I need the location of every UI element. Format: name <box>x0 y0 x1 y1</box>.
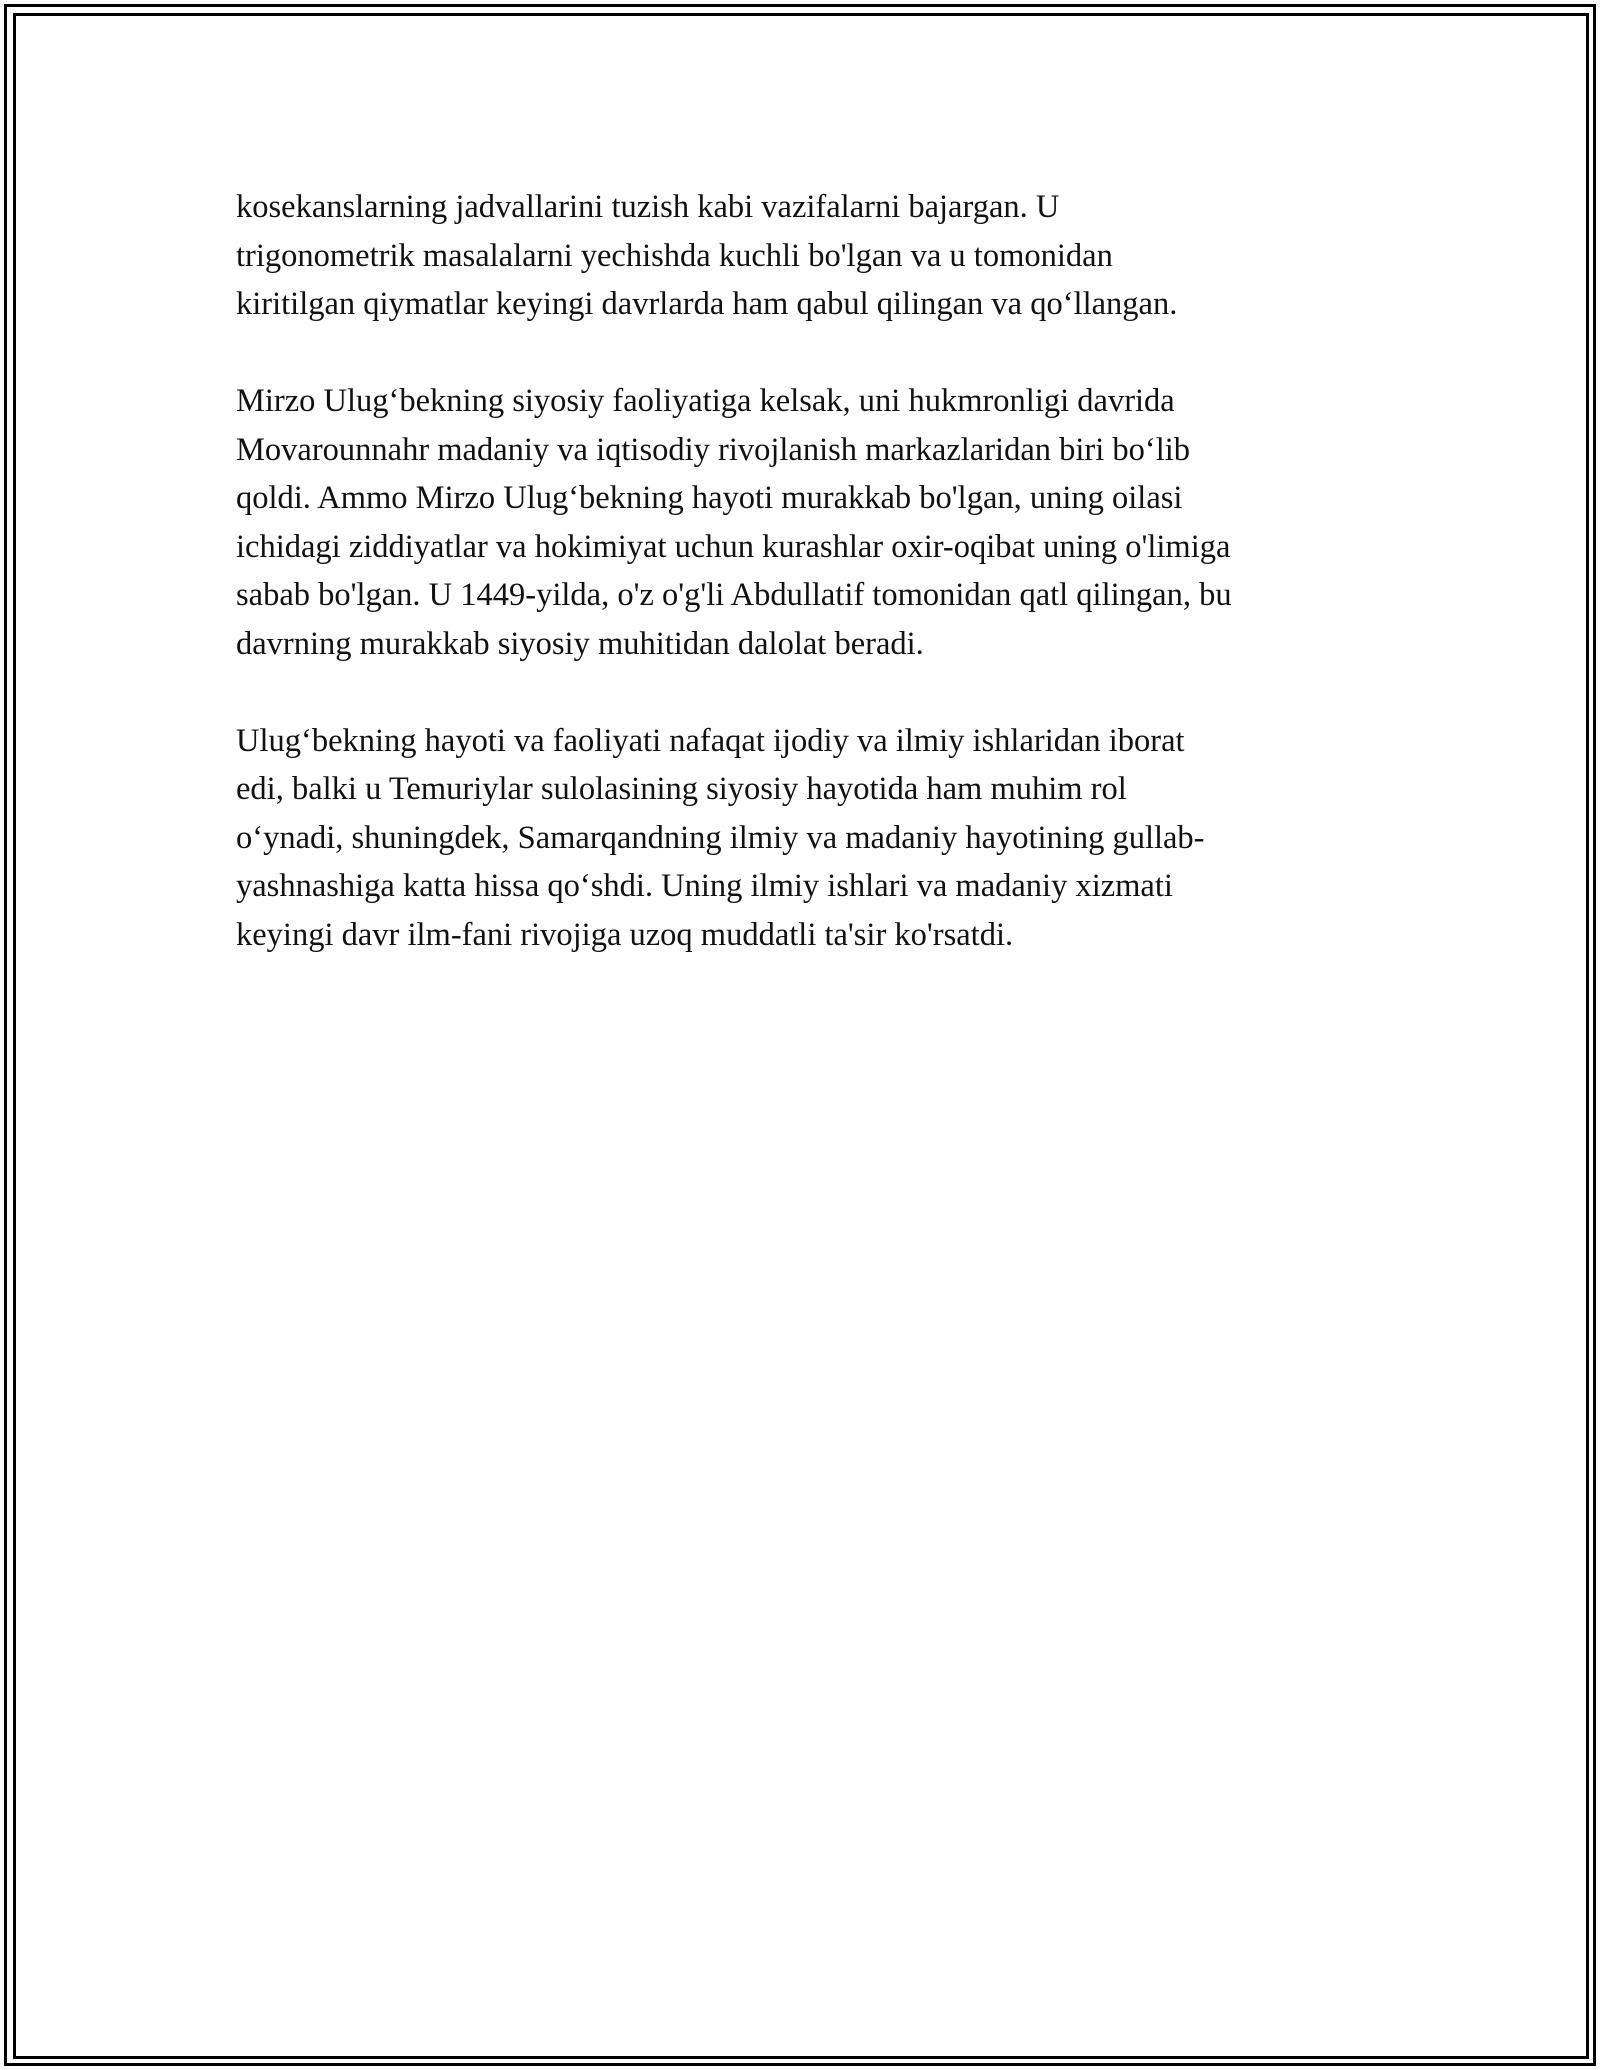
paragraph-political-activity <box>236 377 1366 668</box>
text-line: o‘ynadi, shuningdek, Samarqandning ilmiy va madaniy hayotining gullab- <box>236 819 1205 856</box>
text-line: keyingi davr ilm-fani rivojiga uzoq muddatli ta'sir ko'rsatdi. <box>236 916 1014 953</box>
text-line: yashnashiga katta hissa qo‘shdi. Uning ilmiy ishlari va madaniy xizmati <box>236 868 1173 904</box>
text-line: Mirzo Ulug‘bekning siyosiy faoliyatiga kelsak, uni hukmronligi davrida <box>236 383 1175 419</box>
text-line: trigonometrik masalalarni yechishda kuchli bo'lgan va u tomonidan <box>236 237 1113 274</box>
paragraph-trigonometry <box>236 183 1366 329</box>
text-line: Movarounnahr madaniy va iqtisodiy rivojlanish markazlaridan biri bo‘lib <box>236 431 1191 468</box>
text-line: qoldi. Ammo Mirzo Ulug‘bekning hayoti murakkab bo'lgan, uning oilasi <box>236 480 1183 516</box>
text-line: kosekanslarning jadvallarini tuzish kabi vazifalarni bajargan. U <box>236 189 1060 225</box>
paragraph-legacy <box>236 717 1366 960</box>
text-line: Ulug‘bekning hayoti va faoliyati nafaqat ijodiy va ilmiy ishlaridan iborat <box>236 722 1185 759</box>
text-line: edi, balki u Temuriylar sulolasining siyosiy hayotida ham muhim rol <box>236 771 1127 807</box>
text-line: kiritilgan qiymatlar keyingi davrlarda ham qabul qilingan va qo‘llangan. <box>236 286 1178 322</box>
text-line: ichidagi ziddiyatlar va hokimiyat uchun kurashlar oxir-oqibat uning o'limiga <box>236 528 1231 565</box>
text-line: davrning murakkab siyosiy muhitidan dalolat beradi. <box>236 625 924 662</box>
text-line: sabab bo'lgan. U 1449-yilda, o'z o'g'li Abdullatif tomonidan qatl qilingan, bu <box>236 577 1232 613</box>
document-body <box>236 183 1366 1008</box>
